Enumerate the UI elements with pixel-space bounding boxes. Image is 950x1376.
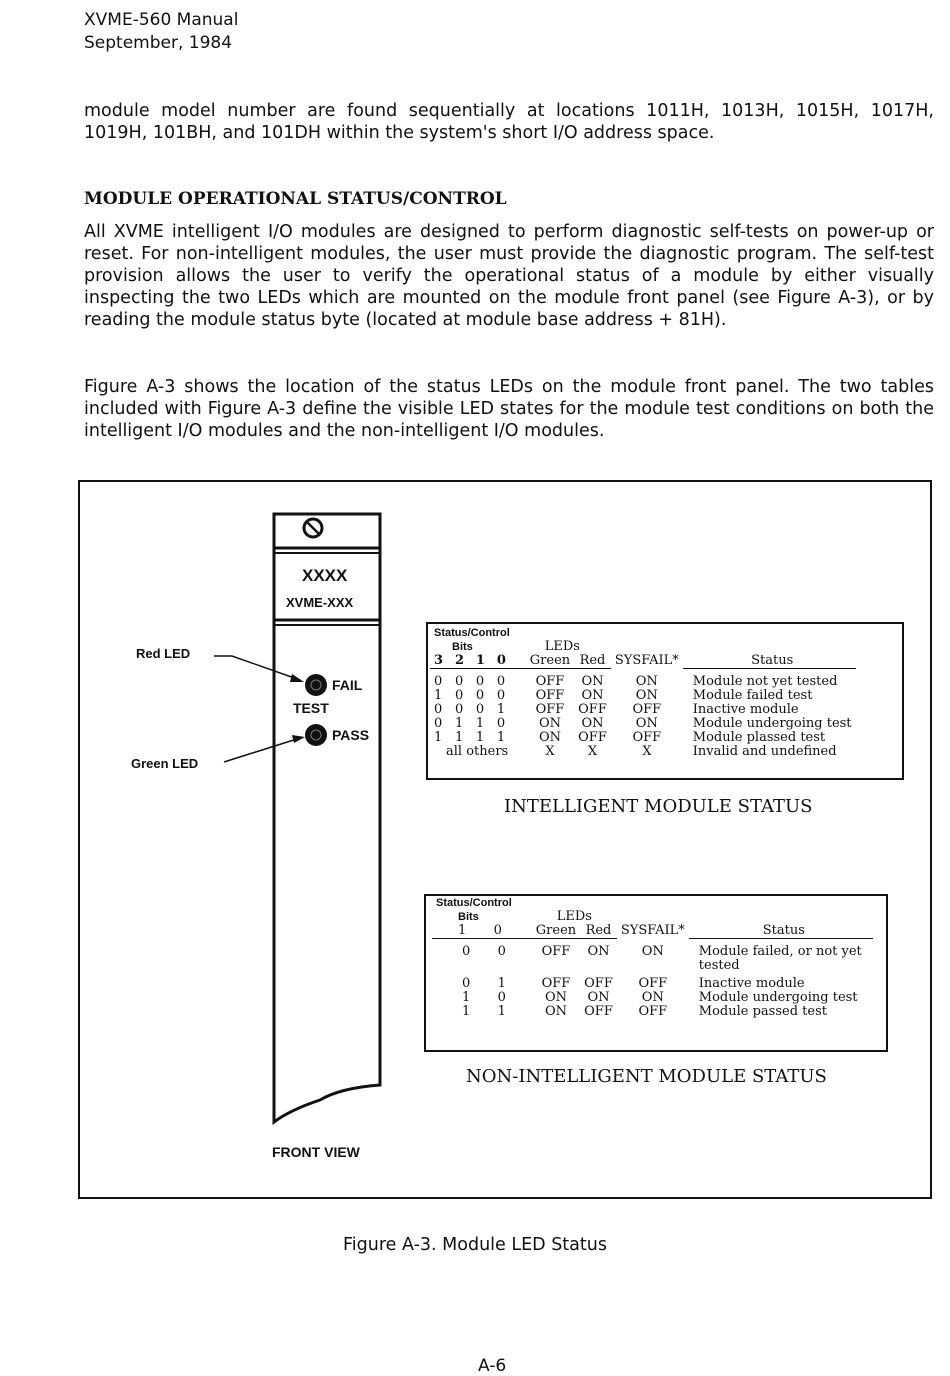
bits-header: Bits: [458, 911, 479, 923]
status-control-header: Status/Control: [434, 627, 510, 639]
bits-header: Bits: [452, 641, 473, 653]
table-row: 1 1 ON OFF OFF Module passed test: [462, 1004, 827, 1019]
table-header-row: [430, 626, 856, 640]
bit-col-2: 2: [451, 654, 472, 669]
panel-model-placeholder: XXXX: [302, 566, 348, 585]
green-led-icon: [305, 724, 327, 746]
green-led-leader: [224, 738, 300, 762]
table-row: 0 0 0 1 OFF OFF OFF Inactive module: [434, 702, 799, 717]
bit-col-1: 1: [472, 654, 493, 669]
col-red: Red: [574, 654, 611, 669]
leds-header: LEDs: [544, 639, 580, 654]
table-row: 0 1 OFF OFF OFF Inactive module: [462, 976, 805, 991]
front-view-label: FRONT VIEW: [272, 1144, 360, 1160]
intelligent-caption: INTELLIGENT MODULE STATUS: [504, 796, 813, 817]
green-led-label: Green LED: [131, 756, 199, 771]
section-paragraph-1: All XVME intelligent I/O modules are designed to perform diagnostic self-tests on power-up or reset. For non-intelligent modules, the user must provide the diagnostic program. The self-test provision allows the user to verify the operational status of a module by either visually inspecting the two LEDs which are mounted on the module front panel (see Figure A-3), or by reading the module status byte (located at module base address + 81H).: [84, 222, 934, 330]
table-row-others: all others X X X Invalid and undefined: [446, 744, 837, 759]
table-row: 1 0 ON ON ON Module undergoing test: [462, 990, 858, 1005]
manual-date: September, 1984: [84, 33, 233, 53]
bit-col-1: 1: [432, 924, 484, 939]
col-status: Status: [689, 924, 873, 939]
panel-model-name: XVME-XXX: [286, 595, 354, 610]
col-green: Green: [514, 654, 574, 669]
table-row: 0 1 1 0 ON ON ON Module undergoing test: [434, 716, 852, 731]
col-green: Green: [516, 924, 580, 939]
table-row-continuation: tested: [698, 958, 740, 973]
figure-box: [78, 480, 932, 1199]
col-red: Red: [580, 924, 617, 939]
front-panel-drawing: [80, 482, 930, 1197]
intelligent-status-table: [430, 626, 856, 759]
bit-col-3: 3: [430, 654, 451, 669]
pass-label: PASS: [332, 727, 370, 743]
col-sysfail: SYSFAIL*: [614, 653, 679, 668]
intro-paragraph: module model number are found sequentially at locations 1011H, 1013H, 1015H, 1017H, 1019H, 101BH, and 101DH within the system's short I/O address space.: [84, 101, 934, 143]
red-led-leader: [214, 656, 300, 680]
bit-col-0: 0: [493, 654, 514, 669]
section-paragraph-2: Figure A-3 shows the location of the status LEDs on the module front panel. The two tables included with Figure A-3 define the visible LED states for the module test conditions on both the intelligent I/O modules and the non-intelligent I/O modules.: [84, 377, 934, 441]
table-row: 1 1 1 1 ON OFF OFF Module plassed test: [434, 730, 826, 745]
nonintelligent-caption: NON-INTELLIGENT MODULE STATUS: [466, 1066, 827, 1087]
page-number: A-6: [478, 1356, 507, 1376]
table-row: 0 0 0 0 OFF ON ON Module not yet tested: [434, 674, 838, 689]
fail-label: FAIL: [332, 677, 363, 693]
section-heading: MODULE OPERATIONAL STATUS/CONTROL: [84, 189, 507, 209]
status-control-header: Status/Control: [436, 897, 512, 909]
table-row: 0 0 OFF ON ON Module failed, or not yet: [462, 944, 862, 959]
red-led-icon: [305, 674, 327, 696]
figure-caption: Figure A-3. Module LED Status: [343, 1235, 607, 1255]
nonintelligent-status-table: [432, 896, 873, 1019]
table-row: 1 0 0 0 OFF ON ON Module failed test: [434, 688, 813, 703]
bit-col-0: 0: [484, 924, 516, 939]
red-led-label: Red LED: [136, 646, 191, 661]
col-status: Status: [683, 654, 856, 669]
col-sysfail: SYSFAIL*: [620, 923, 685, 938]
manual-title: XVME-560 Manual: [84, 10, 239, 30]
leds-header: LEDs: [556, 909, 592, 924]
test-label: TEST: [293, 700, 329, 716]
